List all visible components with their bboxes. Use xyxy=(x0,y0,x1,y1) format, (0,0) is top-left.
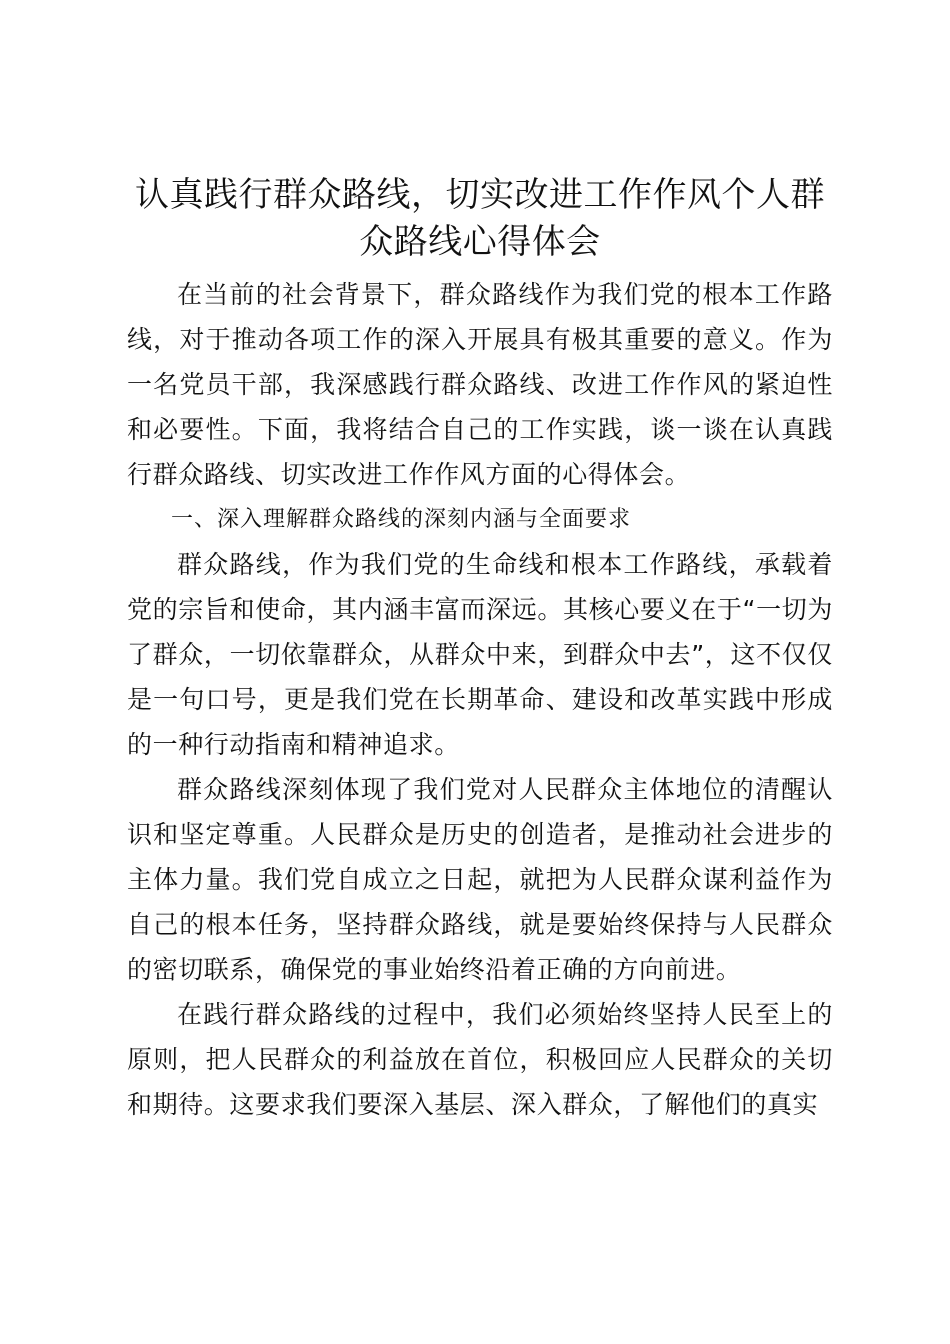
intro-paragraph: 在当前的社会背景下，群众路线作为我们党的根本工作路线，对于推动各项工作的深入开展具有极其重要的意义。作为一名党员干部，我深感践行群众路线、改进工作作风的紧迫性和必要性。下面，我将结合自己的工作实践，谈一谈在认真践行群众路线、切实改进工作作风方面的心得体会。 xyxy=(127,280,833,489)
document-body xyxy=(127,172,833,1127)
body-paragraph-1: 群众路线，作为我们党的生命线和根本工作路线，承载着党的宗旨和使命，其内涵丰富而深远。其核心要义在于“一切为了群众，一切依靠群众，从群众中来，到群众中去”，这不仅仅是一句口号，更是我们党在长期革命、建设和改革实践中形成的一种行动指南和精神追求。 xyxy=(127,550,833,759)
body-paragraph-2: 群众路线深刻体现了我们党对人民群众主体地位的清醒认识和坚定尊重。人民群众是历史的创造者，是推动社会进步的主体力量。我们党自成立之日起，就把为人民群众谋利益作为自己的根本任务，坚持群众路线，就是要始终保持与人民群众的密切联系，确保党的事业始终沿着正确的方向前进。 xyxy=(127,775,833,984)
section-heading-1: 一、深入理解群众路线的深刻内涵与全面要求 xyxy=(171,507,632,532)
document-title: 认真践行群众路线，切实改进工作作风个人群众路线心得体会 xyxy=(135,175,825,262)
body-paragraph-3: 在践行群众路线的过程中，我们必须始终坚持人民至上的原则，把人民群众的利益放在首位，积极回应人民群众的关切和期待。这要求我们要深入基层、深入群众，了解他们的真实 xyxy=(127,1000,833,1119)
